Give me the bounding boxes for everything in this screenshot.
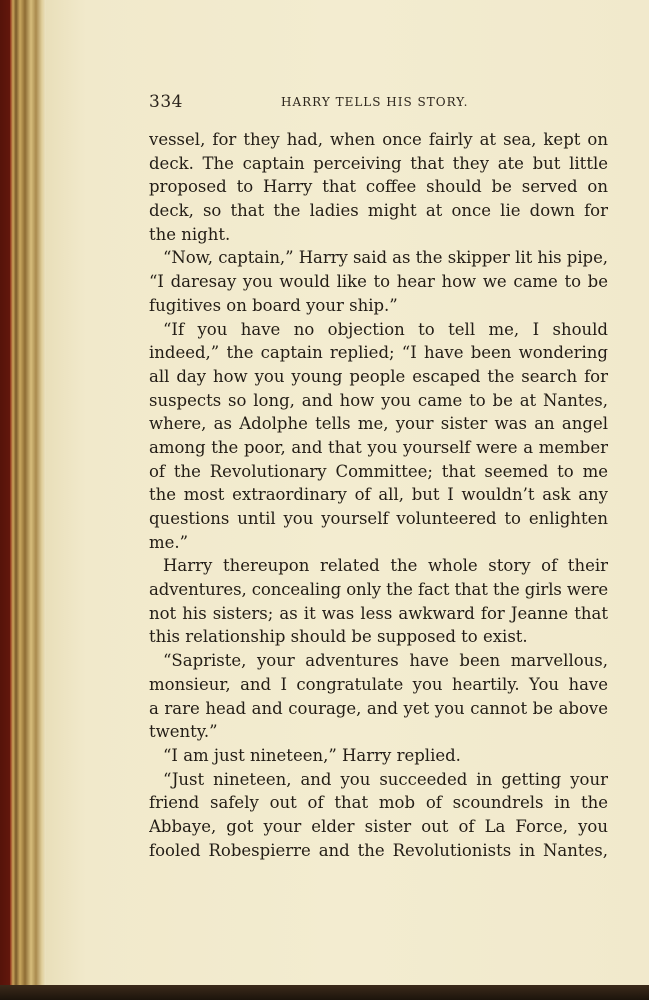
- text-line: Abbaye, got your elder sister out of La Force, you: [149, 816, 608, 836]
- text-line: “I daresay you would like to hear how we came to be: [149, 272, 608, 292]
- running-title: HARRY TELLS HIS STORY.: [281, 95, 469, 109]
- text-line: vessel, for they had, when once fairly at sea, kept on: [149, 130, 608, 149]
- text-line: adventures, concealing only the fact that the girls were: [149, 580, 608, 600]
- text-line: “Just nineteen, and you succeeded in getting your: [163, 769, 608, 789]
- text-line: “I am just nineteen,” Harry replied.: [163, 745, 461, 765]
- text-line: monsieur, and I congratulate you heartily. You have: [149, 674, 608, 694]
- text-line: suspects so long, and how you came to be at Nantes,: [149, 390, 608, 410]
- text-line: “If you have no objection to tell me, I should: [163, 319, 608, 339]
- text-line: not his sisters; as it was less awkward for Jeanne that: [149, 603, 608, 623]
- text-line: deck. The captain perceiving that they ate but little: [149, 153, 608, 173]
- binding-shadow: [0, 0, 10, 1000]
- text-line: among the poor, and that you yourself were a member: [149, 437, 608, 457]
- text-line: a rare head and courage, and yet you cannot be above: [149, 698, 608, 718]
- text-line: deck, so that the ladies might at once lie down for: [149, 201, 608, 221]
- page-bottom-edge: [0, 985, 649, 1000]
- text-line: indeed,” the captain replied; “I have been wondering: [149, 343, 608, 363]
- text-line: “Sapriste, your adventures have been marvellous,: [163, 651, 608, 671]
- text-line: all day how you young people escaped the search for: [149, 366, 608, 386]
- text-line: the most extraordinary of all, but I wouldn’t ask any: [149, 485, 608, 505]
- text-line: fugitives on board your ship.”: [149, 295, 398, 315]
- page-number: 334: [149, 92, 183, 112]
- text-line: this relationship should be supposed to exist.: [149, 627, 528, 647]
- text-line: of the Revolutionary Committee; that seemed to me: [149, 461, 608, 481]
- text-line: me.”: [149, 532, 189, 552]
- body-text: [149, 128, 608, 862]
- text-line: “Now, captain,” Harry said as the skipper lit his pipe,: [163, 248, 608, 268]
- text-line: Harry thereupon related the whole story of their: [163, 556, 608, 576]
- text-line: twenty.”: [149, 722, 218, 742]
- running-header: [149, 92, 609, 116]
- text-line: fooled Robespierre and the Revolutionists in Nantes,: [149, 840, 608, 860]
- text-line: questions until you yourself volunteered to enlighten: [149, 509, 608, 528]
- text-line: proposed to Harry that coffee should be served on: [149, 177, 608, 197]
- text-line: friend safely out of that mob of scoundrels in the: [149, 793, 608, 813]
- text-line: the night.: [149, 224, 231, 244]
- text-line: where, as Adolphe tells me, your sister was an angel: [149, 414, 608, 434]
